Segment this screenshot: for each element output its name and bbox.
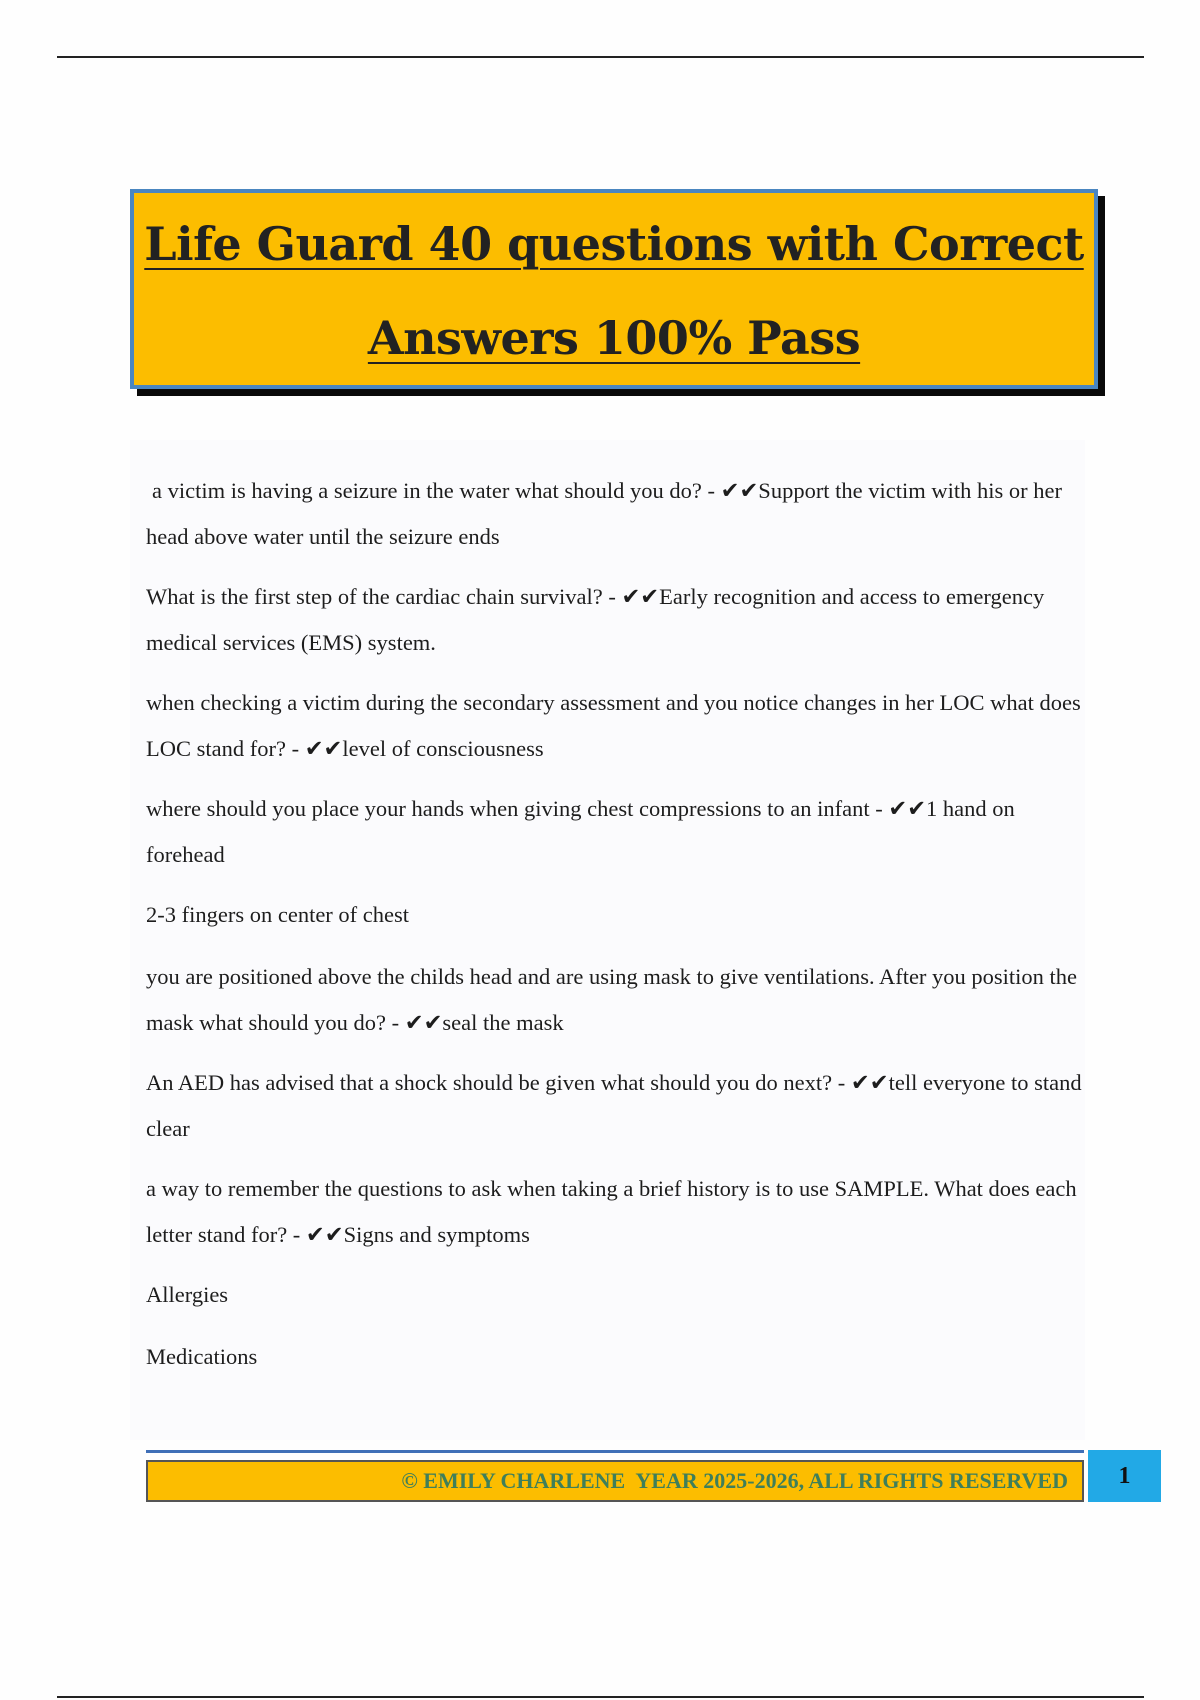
footer-divider	[146, 1450, 1084, 1453]
qa-list	[146, 468, 1094, 1396]
page-number: 1	[1118, 1462, 1131, 1489]
bottom-rule	[57, 1696, 1144, 1698]
title-line-1: Life Guard 40 questions with Correct	[144, 217, 1084, 271]
qa-entry: 2-3 fingers on center of chest	[146, 902, 410, 927]
page-number-badge	[1088, 1450, 1161, 1502]
qa-entry: where should you place your hands when giving chest compressions to an infant - ✔✔1 hand on forehead	[146, 796, 1015, 867]
copyright-notice: © EMILY CHARLENE YEAR 2025-2026, ALL RIGHTS RESERVED	[401, 1468, 1068, 1493]
qa-entry: a victim is having a seizure in the water what should you do? - ✔✔Support the victim with his or her head above water until the seizure ends	[146, 478, 1063, 549]
title-line-2: Answers 100% Pass	[367, 311, 861, 365]
qa-entry: a way to remember the questions to ask when taking a brief history is to use SAMPLE. What does each letter stand for? - ✔✔Signs and symptoms	[146, 1176, 1077, 1247]
top-rule	[57, 56, 1144, 58]
qa-entry: Medications	[146, 1344, 258, 1369]
qa-entry: when checking a victim during the secondary assessment and you notice changes in her LOC what does LOC stand for? - ✔✔level of consciousness	[146, 690, 1081, 761]
qa-entry: What is the first step of the cardiac chain survival? - ✔✔Early recognition and access to emergency medical services (EMS) system.	[146, 584, 1045, 655]
footer-banner	[146, 1460, 1084, 1502]
qa-entry: you are positioned above the childs head and are using mask to give ventilations. After you position the mask what should you do? - ✔✔seal the mask	[146, 964, 1078, 1035]
qa-entry: An AED has advised that a shock should be given what should you do next? - ✔✔tell everyone to stand clear	[146, 1070, 1082, 1141]
title-banner	[130, 189, 1098, 389]
qa-entry: Allergies	[146, 1282, 229, 1307]
